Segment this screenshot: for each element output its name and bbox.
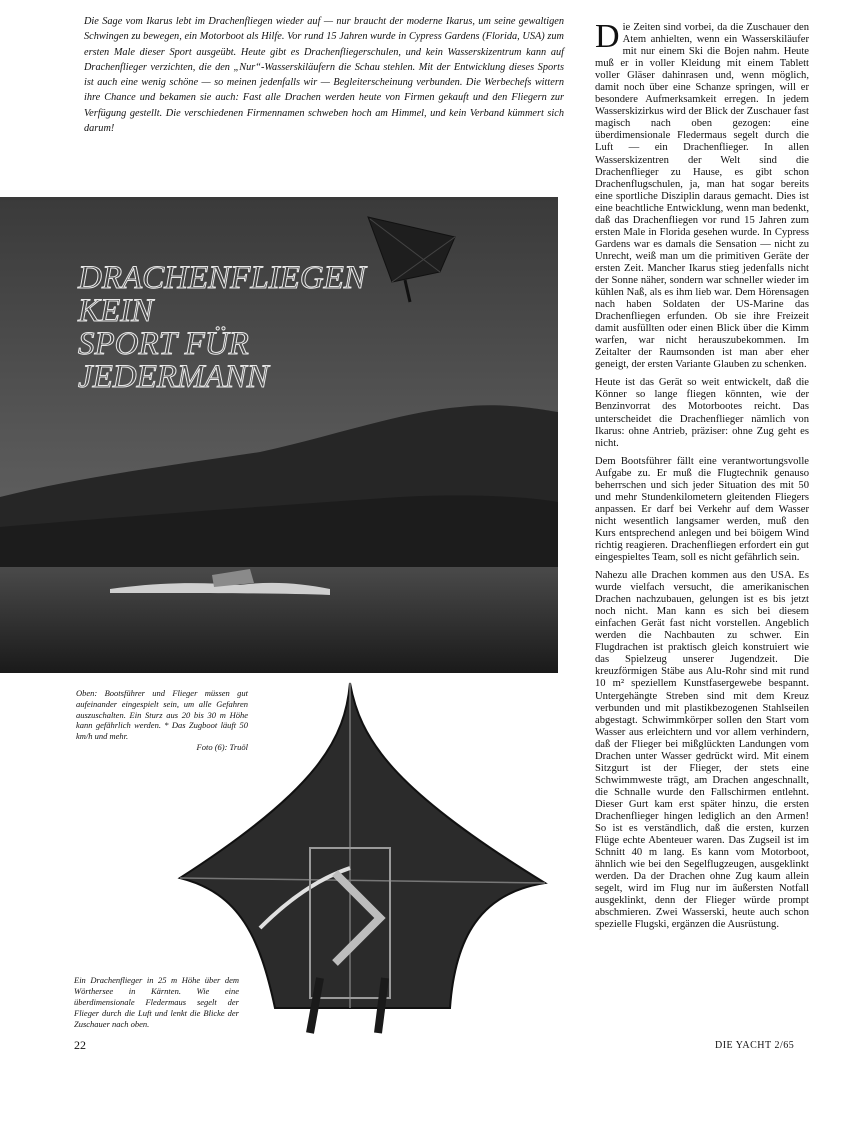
headline (78, 262, 366, 394)
intro-paragraph: Die Sage vom Ikarus lebt im Drachenfliegen wieder auf — nur braucht der moderne Ikarus, um seine gewaltigen Schwingen zu bewegen, ein Motorboot als Hilfe. Vor rund 15 Jahren wurde in Cypress Gardens (Florida, USA) zum ersten Male dieser Sport ausgeübt. Heute gibt es Drachenfliegerschulen, und kein Wasserskizentrum kann auf Drachenflieger verzichten, die den „Nur“-Wasserskiläufern die Schau stehlen. Mit der Entwicklung dieses Sports ist auch eine wenig schöne — so meinen jedenfalls wir — Begleiterscheinung verbunden. Die Werbechefs wittern ihre Chance und bekamen sie auch: Fast alle Drachen werden heute von Firmen gekauft und den Fliegern zur Verfügung gestellt. Die verschiedenen Firmennamen schweben hoch am Himmel, und kein Verband kümmert sich darum! (84, 16, 564, 135)
headline-line-3: SPORT FÜR (78, 326, 249, 362)
page-number: 22 (74, 1038, 86, 1052)
drop-cap: D (595, 18, 620, 55)
headline-line-1: DRACHENFLIEGEN (78, 260, 366, 296)
caption-top (76, 688, 248, 753)
headline-line-2: KEIN (78, 293, 154, 329)
article-body (595, 18, 809, 937)
intro-text (84, 14, 564, 136)
paragraph-2: Heute ist das Gerät so weit entwickelt, daß die Könner so lange fliegen könnten, wie der Benzinvorrat des Motorbootes reicht. Das unterscheidet die Drachenflieger nämlich von Ikarus: ohne Antrieb, präziser: ohne Zug geht es nicht. (595, 377, 809, 449)
paragraph-1-text: ie Zeiten sind vorbei, da die Zuschauer den Atem anhielten, wenn ein Wasserskiläufer mit nur einem Ski die Bojen nahm. Heute muß er in voller Kleidung mit einem Tablett voller Gläser dahinrasen und, wenn möglich, damit noch über eine Schanze springen, will er besondere Aufmerksamkeit erregen. In jedem Wasserskizirkus wird der Blick der Zuschauer fast magisch nach oben gezogen: eine überdimensionale Fledermaus segelt durch die Luft — ein Drachenflieger. In allen Wasserskizentren der Welt sind die Drachenflieger zu Hause, es gibt schon Drachenflugschulen, ja, man hat sogar bereits eine sportliche Disziplin daraus gemacht. Dies ist eine beachtliche Entwicklung, wenn man bedenkt, daß das Drachenfliegen vor rund 15 Jahren zum ersten Male in Florida gesehen wurde. In Cypress Gardens war es damals die Sensation — nicht zu Unrecht, weiß man um die primitiven Geräte der ersten Zeit. Mancher Ikarus stieg jedenfalls nicht der Sonne näher, sondern war schneller wieder im kühlen Naß, als es ihm lieb war. Dem Hörensagen nach haben Soldaten der US-Marine das Drachenfliegen erfunden. Ob sie ihre Freizeit damit ausfüllten oder einen Blick über die Kimm warfen, war nicht herauszubekommen. Im Zeitalter der Raumsonden ist man aber eher geneigt, der ersten Variante Glauben zu schenken. (595, 22, 809, 371)
photo-credit: Foto (6): Truöl (196, 741, 248, 752)
caption-top-text: Oben: Bootsführer und Flieger müssen gut aufeinander eingespielt sein, um alle Gefahren auszuschalten. Ein Sturz aus 20 bis 30 m Höhe kann gefährlich werden. * Das Zugboot läuft 50 km/h und mehr. (76, 688, 248, 742)
caption-bottom: Ein Drachenflieger in 25 m Höhe über dem Wörthersee in Kärnten. Wie eine überdimensionale Fledermaus segelt der Flieger durch die Luft und lenkt die Blicke der Zuschauer nach oben. (74, 975, 239, 1029)
paragraph-3: Dem Bootsführer fällt eine verantwortungsvolle Aufgabe zu. Er muß die Flugtechnik genauso beherrschen und sich jeder Situation des mit 50 und mehr Stundenkilometern gleitenden Fliegers anpassen. Er darf bei Verkehr auf dem Wasser nicht wesentlich langsamer werden, muß den Kurs entsprechend anlegen und bei böigem Wind richtig reagieren. Drachenfliegen erfordert ein gut eingespieltes Team, soll es nicht gefährlich sein. (595, 455, 809, 564)
headline-line-4: JEDERMANN (78, 359, 269, 395)
paragraph-4: Nahezu alle Drachen kommen aus den USA. Es wurde vielfach versucht, die amerikanischen Drachen nachzubauen, gelungen ist es bis jetzt noch nicht. Man kann es sich bei diesem einfachen Gerät fast nicht vorstellen. Angeblich werden die Nachbauten zu schwer. Ein Flugdrachen ist praktisch gleich konstruiert wie das Spielzeug unserer Jugendzeit. Die kreuzförmigen Stäbe aus Alu-Rohr sind mit rund 10 m² speziellem Kunstfasergewebe bespannt. Untergehängte Streben sind mit dem Kreuz verbunden und mit plastikbezogenen Stahlseilen abgestagt. Schwimmkörper sollen den Start vom Wasser aus erleichtern und vor allem verhindern, daß der Flieger bei mißglückten Landungen vom Drachen unter Wasser gedrückt wird. Mit einem Sitzgurt ist der Flieger, der stets eine Schwimmweste trägt, am Drachen angeschnallt, die Schnalle wurde den Fallschirmen entlehnt. Dieser Gurt kam erst später hinzu, die ersten Drachenflieger hingen lediglich an den Armen! So ist es verständlich, daß die ersten, kurzen Flüge echte Abenteuer waren. Das Zugseil ist im Schnitt 40 m lang. Es kann vom Motorboot, ähnlich wie bei den Segelflugzeugen, ausgeklinkt werden. Da der Drachen ohne Zug kaum allein segelt, wird im Flug nur im äußersten Notfall ausgeklinkt, denn der Flieger würde prompt abschmieren. Zwei Wasserski, heute auch schon spezielle Flugski, ergänzen die Ausrüstung. (595, 570, 809, 931)
paragraph-1 (595, 18, 809, 371)
lake-kite-photo (0, 197, 558, 673)
publication-footer: DIE YACHT 2/65 (715, 1040, 795, 1051)
